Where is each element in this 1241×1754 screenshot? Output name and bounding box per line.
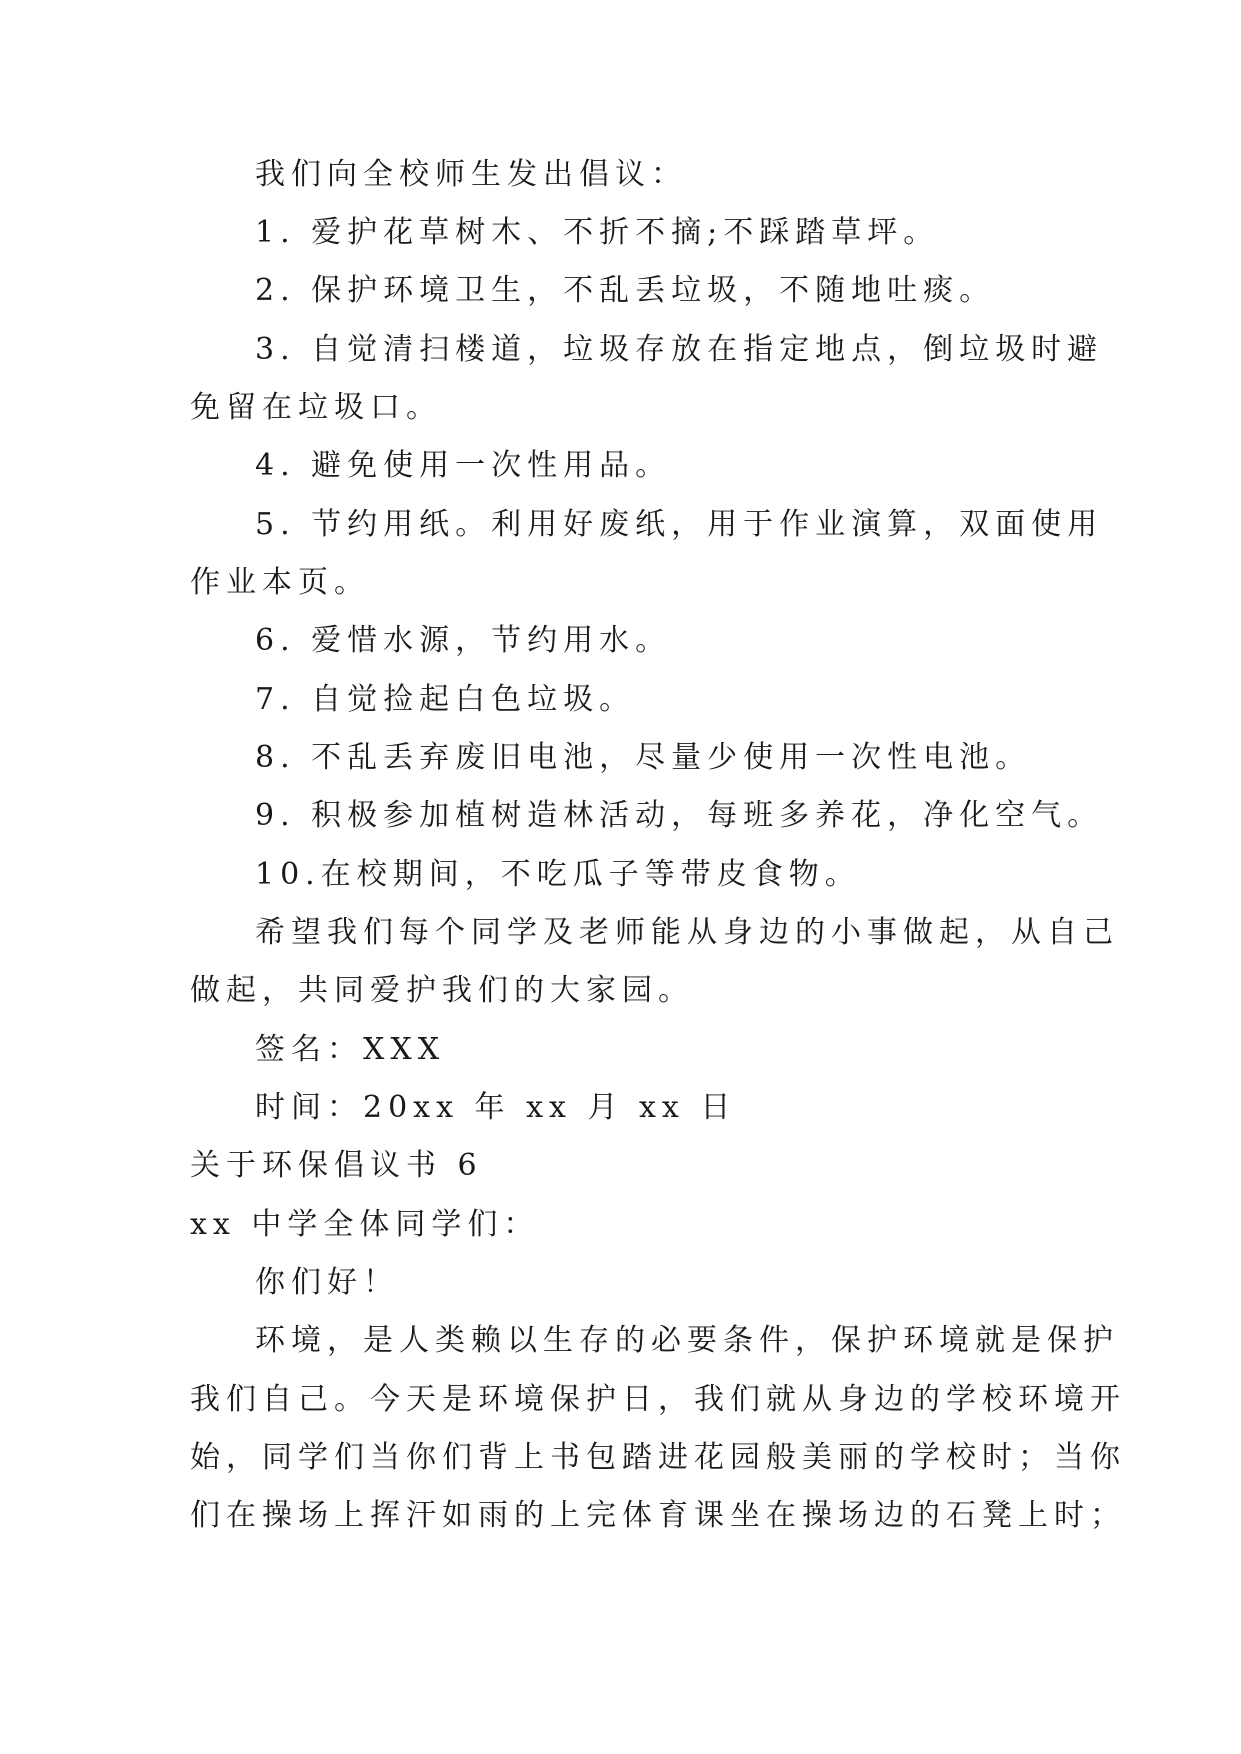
proposal-item-9: 9. 积极参加植树造林活动，每班多养花，净化空气。 [255,798,1104,833]
body-paragraph-line-1: 环境，是人类赖以生存的必要条件，保护环境就是保护 [255,1323,1119,1358]
date-line: 时间：20xx 年 xx 月 xx 日 [255,1090,737,1125]
closing-paragraph-continued: 做起，共同爱护我们的大家园。 [190,973,694,1008]
greeting: 你们好！ [255,1265,399,1300]
section-heading: 关于环保倡议书 6 [190,1148,483,1183]
proposal-item-1: 1. 爱护花草树木、不折不摘;不踩踏草坪。 [255,215,940,250]
proposal-item-5-continued: 作业本页。 [190,565,370,600]
signature-line: 签名：XXX [255,1032,446,1067]
body-paragraph-line-2: 我们自己。今天是环境保护日，我们就从身边的学校环境开 [190,1382,1126,1417]
proposal-item-10: 10.在校期间，不吃瓜子等带皮食物。 [255,857,861,892]
proposal-item-3: 3. 自觉清扫楼道，垃圾存放在指定地点，倒垃圾时避 [255,332,1104,367]
proposal-item-4: 4. 避免使用一次性用品。 [255,448,672,483]
proposal-item-7: 7. 自觉捡起白色垃圾。 [255,682,636,717]
proposal-item-6: 6. 爱惜水源，节约用水。 [255,623,672,658]
proposal-item-8: 8. 不乱丢弃废旧电池，尽量少使用一次性电池。 [255,740,1032,775]
closing-paragraph: 希望我们每个同学及老师能从身边的小事做起，从自己 [255,915,1119,950]
proposal-intro: 我们向全校师生发出倡议： [255,157,687,192]
proposal-item-2: 2. 保护环境卫生，不乱丢垃圾，不随地吐痰。 [255,273,996,308]
proposal-item-3-continued: 免留在垃圾口。 [190,390,442,425]
body-paragraph-line-4: 们在操场上挥汗如雨的上完体育课坐在操场边的石凳上时； [190,1498,1126,1533]
body-paragraph-line-3: 始，同学们当你们背上书包踏进花园般美丽的学校时；当你 [190,1440,1126,1475]
salutation: xx 中学全体同学们： [190,1207,540,1242]
proposal-item-5: 5. 节约用纸。利用好废纸，用于作业演算，双面使用 [255,507,1104,542]
